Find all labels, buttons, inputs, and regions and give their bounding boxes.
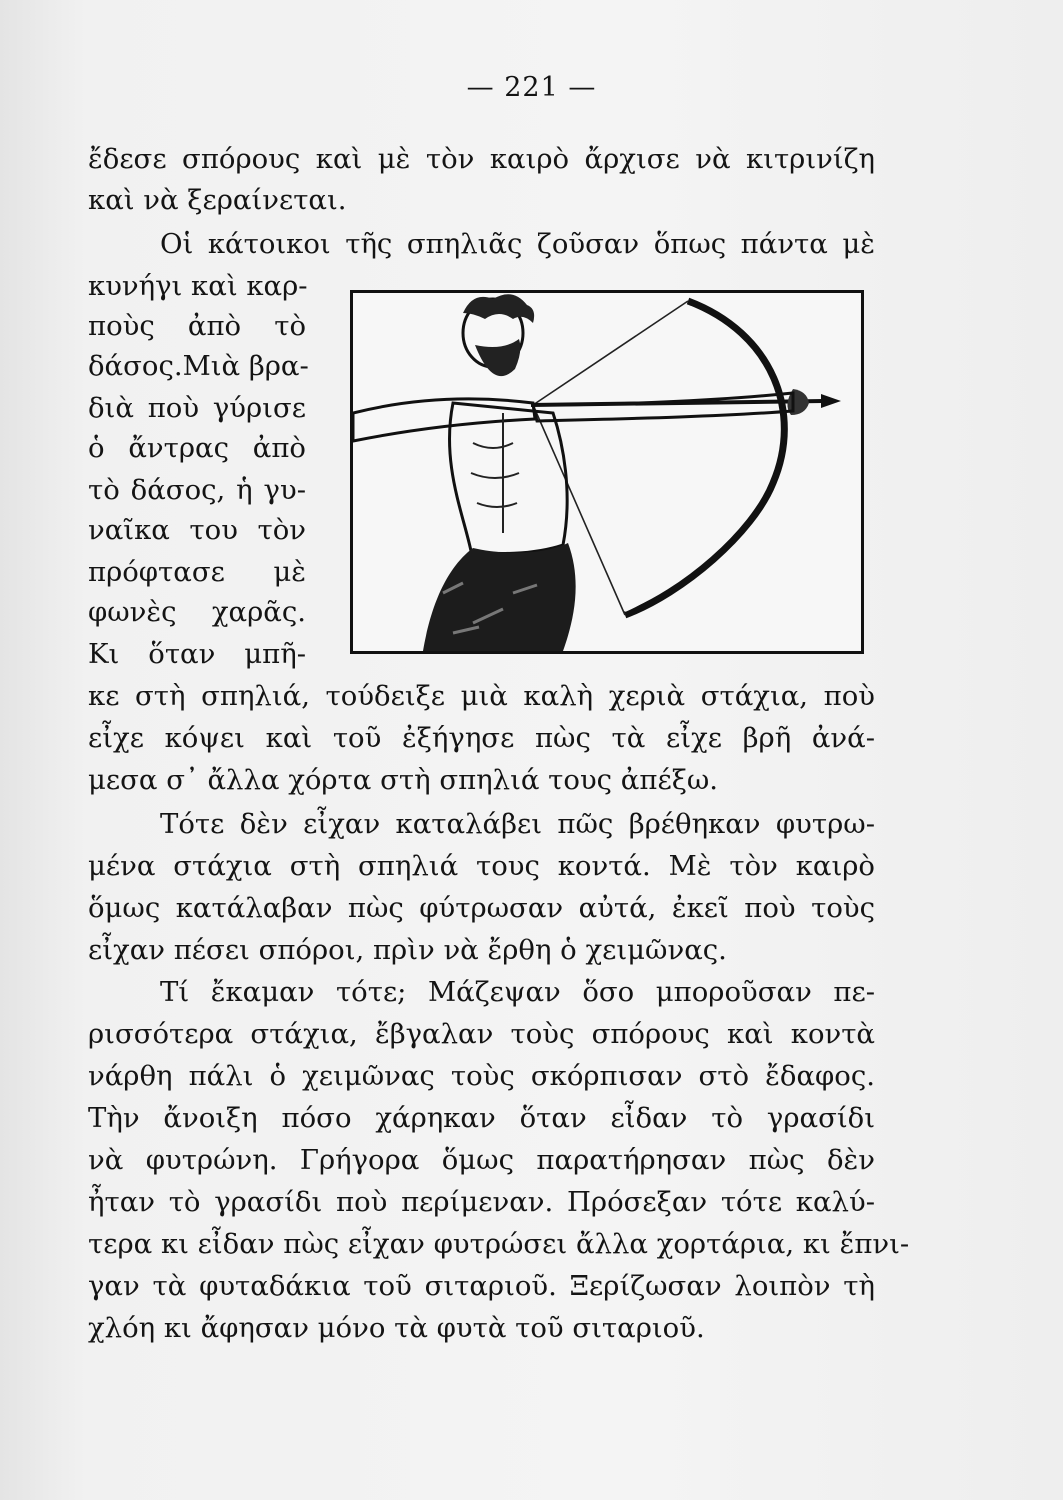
archer-draw-arm [533, 393, 793, 421]
wrapped-text-line: ὁ ἄντρας ἀπὸ [88, 432, 306, 464]
wrapped-text-line: τὸ δάσος, ἡ γυ- [88, 474, 306, 506]
wrapped-text-line: δάσος.Μιὰ βρα- [88, 350, 309, 382]
archer-loincloth [423, 543, 576, 651]
text-line: καὶ νὰ ξεραίνεται. [88, 184, 347, 216]
archer-torso [449, 403, 567, 553]
wrapped-text-line: ποὺς ἀπὸ τὸ [88, 310, 306, 342]
text-line: Τὴν ἄνοιξη πόσο χάρηκαν ὅταν εἶδαν τὸ γρασίδι [88, 1102, 875, 1134]
wrapped-text-line: ναῖκα του τὸν [88, 514, 306, 546]
paragraph-first-line: Οἱ κάτοικοι τῆς σπηλιᾶς ζοῦσαν ὅπως πάντα μὲ [160, 228, 875, 260]
archer-muscle-lines [471, 413, 519, 533]
paragraph-first-line: Τότε δὲν εἶχαν καταλάβει πῶς βρέθηκαν φυτρω- [160, 808, 875, 840]
bowstring-upper [533, 301, 688, 405]
archer-front-arm [353, 399, 535, 441]
text-line: ὅμως κατάλαβαν πὼς φύτρωσαν αὐτά, ἐκεῖ ποὺ τοὺς [88, 892, 875, 924]
wrapped-text-line: Κι ὅταν μπῆ- [88, 638, 306, 670]
archer-illustration [350, 290, 864, 654]
text-line: ἦταν τὸ γρασίδι ποὺ περίμεναν. Πρόσεξαν τότε καλύ- [88, 1186, 875, 1218]
text-line: μένα στάχια στὴ σπηλιά τους κοντά. Μὲ τὸν καιρὸ [88, 850, 875, 882]
text-line: εἶχαν πέσει σπόροι, πρὶν νὰ ἔρθη ὁ χειμῶνας. [88, 934, 727, 966]
text-line: γαν τὰ φυταδάκια τοῦ σιταριοῦ. Ξερίζωσαν λοιπὸν τὴ [88, 1270, 875, 1302]
text-line: χλόη κι ἄφησαν μόνο τὰ φυτὰ τοῦ σιταριοῦ. [88, 1312, 705, 1344]
text-line: ρισσότερα στάχια, ἔβγαλαν τοὺς σπόρους καὶ κοντὰ [88, 1018, 875, 1050]
bow-limb [625, 301, 784, 615]
wrapped-text-line: πρόφτασε μὲ [88, 556, 306, 588]
text-line: μεσα σ᾿ ἄλλα χόρτα στὴ σπηλιά τους ἀπέξω. [88, 764, 719, 796]
bow-highlight [625, 307, 776, 611]
wrapped-text-line: διὰ ποὺ γύρισε [88, 392, 306, 424]
page-number: — 221 — [466, 72, 597, 103]
wrapped-text-line: κυνήγι καὶ καρ- [88, 270, 308, 302]
archer-drawing [353, 293, 861, 651]
paragraph-first-line: Τί ἔκαμαν τότε; Μάζεψαν ὅσο μποροῦσαν πε- [160, 976, 875, 1008]
arrowhead [821, 394, 841, 408]
text-line: τερα κι εἶδαν πὼς εἶχαν φυτρώσει ἄλλα χορτάρια, κι ἔπνι- [88, 1228, 910, 1260]
text-line: εἶχε κόψει καὶ τοῦ ἐξήγησε πὼς τὰ εἶχε βρῆ ἀνά- [88, 722, 875, 754]
archer-beard [475, 339, 520, 376]
archer-hair [463, 294, 534, 323]
wrapped-text-line: φωνὲς χαρᾶς. [88, 596, 306, 628]
text-line: νὰ φυτρώνη. Γρήγορα ὅμως παρατήρησαν πὼς δὲν [88, 1144, 875, 1176]
text-line: νάρθη πάλι ὁ χειμῶνας τοὺς σκόρπισαν στὸ ἔδαφος. [88, 1060, 875, 1092]
text-line: κε στὴ σπηλιά, τούδειξε μιὰ καλὴ χεριὰ στάχια, ποὺ [88, 680, 875, 712]
text-line: ἔδεσε σπόρους καὶ μὲ τὸν καιρὸ ἄρχισε νὰ κιτρινίζη [88, 143, 875, 175]
